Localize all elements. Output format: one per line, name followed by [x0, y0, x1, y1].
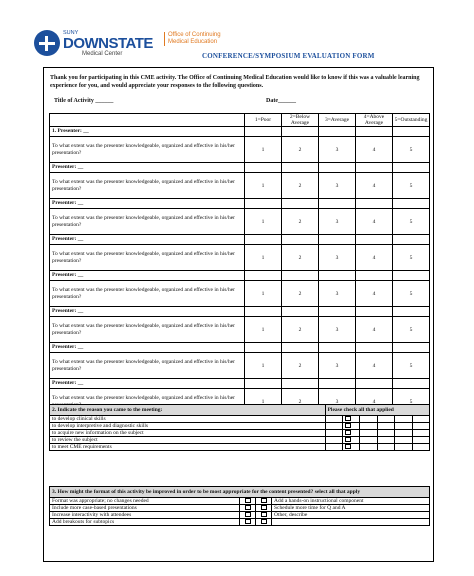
presenter-blank-cell: [282, 235, 319, 245]
checkbox-icon[interactable]: [245, 505, 251, 510]
rating-option-4[interactable]: 4: [356, 245, 393, 271]
format-option-label: Other, describe: [272, 512, 430, 519]
presenter-blank-cell: [356, 127, 393, 137]
presenter-blank-cell: [245, 199, 282, 209]
scale-header-3: 3=Average: [319, 114, 356, 127]
format-row: [50, 512, 430, 519]
reason-item-label: to develop interpretive and diagnostic skills: [50, 423, 326, 430]
rating-option-3[interactable]: 3: [319, 389, 356, 415]
rating-option-4[interactable]: 4: [356, 137, 393, 163]
rating-option-2[interactable]: 2: [282, 209, 319, 235]
reason-blank-cell: [377, 430, 394, 437]
presenter-blank-cell: [356, 271, 393, 281]
rating-option-5[interactable]: 5: [393, 245, 430, 271]
presenter-row: [50, 127, 430, 137]
reason-blank-cell: [377, 437, 394, 444]
form-title: CONFERENCE/SYMPOSIUM EVALUATION FORM: [202, 52, 375, 60]
scale-header-2: 2=Below Average: [282, 114, 319, 127]
reason-blank-cell: [412, 416, 429, 423]
format-checkbox-cell[interactable]: [256, 498, 272, 505]
presenter-row: [50, 235, 430, 245]
reason-checkbox-cell[interactable]: [342, 430, 359, 437]
reason-blank-cell: [412, 423, 429, 430]
reason-blank-cell: [377, 423, 394, 430]
presenter-name-field[interactable]: Presenter: __: [50, 199, 245, 209]
rating-option-2[interactable]: 2: [282, 389, 319, 415]
presenter-rating-table: [49, 113, 430, 415]
reason-table: [49, 404, 430, 451]
format-option-label: Format was appropriate; no changes needed: [50, 498, 240, 505]
question-text: To what extent was the presenter knowledgeable, organized and effective in his/her presentation?: [50, 317, 245, 343]
question-row: [50, 317, 430, 343]
rating-option-4[interactable]: 4: [356, 353, 393, 379]
presenter-blank-cell: [282, 163, 319, 173]
question-text: To what extent was the presenter knowledgeable, organized and effective in his/her presentation?: [50, 353, 245, 379]
scale-header-1: 1=Poor: [245, 114, 282, 127]
header: [34, 30, 454, 64]
rating-option-1[interactable]: 1: [245, 353, 282, 379]
checkbox-icon[interactable]: [261, 505, 267, 510]
reason-row: [50, 423, 430, 430]
reason-blank-cell: [360, 444, 377, 451]
presenter-blank-cell: [245, 379, 282, 389]
presenter-blank-cell: [356, 235, 393, 245]
checkbox-icon[interactable]: [245, 498, 251, 503]
rating-option-1[interactable]: 1: [245, 389, 282, 415]
presenter-blank-cell: [282, 307, 319, 317]
reason-checkbox-cell[interactable]: [342, 416, 359, 423]
logo-suny: SUNY: [63, 30, 79, 36]
checkbox-icon[interactable]: [345, 416, 351, 421]
reason-blank-cell: [325, 444, 342, 451]
reason-blank-cell: [325, 416, 342, 423]
reason-blank-cell: [395, 416, 412, 423]
date-field[interactable]: Date______: [266, 98, 296, 104]
rating-option-1[interactable]: 1: [245, 245, 282, 271]
rating-option-2[interactable]: 2: [282, 317, 319, 343]
reason-blank-cell: [395, 437, 412, 444]
reason-checkbox-cell[interactable]: [342, 437, 359, 444]
presenter-blank-cell: [393, 379, 430, 389]
reason-blank-cell: [360, 437, 377, 444]
rating-option-1[interactable]: 1: [245, 209, 282, 235]
question-text: To what extent was the presenter knowledgeable, organized and effective in his/her presentation?: [50, 137, 245, 163]
question-text: To what extent was the presenter knowledgeable, organized and effective in his/her presentation?: [50, 209, 245, 235]
rating-option-3[interactable]: 3: [319, 173, 356, 199]
checkbox-icon[interactable]: [345, 423, 351, 428]
presenter-blank-cell: [245, 307, 282, 317]
rating-option-1[interactable]: 1: [245, 317, 282, 343]
format-checkbox-cell[interactable]: [240, 498, 256, 505]
format-option-label: Schedule more time for Q and A: [272, 505, 430, 512]
presenter-row: [50, 379, 430, 389]
reason-blank-cell: [377, 444, 394, 451]
reason-row: [50, 430, 430, 437]
reason-blank-cell: [412, 444, 429, 451]
rating-option-4[interactable]: 4: [356, 173, 393, 199]
reason-blank-cell: [395, 444, 412, 451]
format-option-label: [272, 519, 430, 526]
presenter-blank-cell: [245, 163, 282, 173]
question-text: To what extent was the presenter knowledgeable, organized and effective in his/her presentation?: [50, 245, 245, 271]
reason-item-label: to acquire new information on the subject: [50, 430, 326, 437]
reason-item-label: to meet CME requirements: [50, 444, 326, 451]
rating-option-3[interactable]: 3: [319, 353, 356, 379]
presenter-blank-cell: [319, 343, 356, 353]
format-option-label: Include more case-based presentations: [50, 505, 240, 512]
presenter-blank-cell: [245, 127, 282, 137]
rating-option-4[interactable]: 4: [356, 209, 393, 235]
format-checkbox-cell[interactable]: [240, 519, 256, 526]
checkbox-icon[interactable]: [261, 519, 267, 524]
format-checkbox-cell[interactable]: [256, 512, 272, 519]
reason-blank-cell: [395, 423, 412, 430]
reason-blank-cell: [325, 430, 342, 437]
presenter-blank-cell: [319, 163, 356, 173]
downstate-logo-icon: [34, 30, 60, 56]
question-text: To what extent was the presenter knowledgeable, organized and effective in his/her presentation?: [50, 173, 245, 199]
presenter-blank-cell: [245, 271, 282, 281]
section2-label: 2. Indicate the reason you came to the meeting:: [50, 405, 326, 416]
reason-blank-cell: [412, 430, 429, 437]
reason-item-label: to develop clinical skills: [50, 416, 326, 423]
intro-text: Thank you for participating in this CME activity. The Office of Continuing Medical Education would like to know if this was a valuable learning experience for you, and would appreciate your responses to the following questions.: [50, 75, 420, 89]
rating-option-5[interactable]: 5: [393, 137, 430, 163]
presenter-name-field[interactable]: Presenter: __: [50, 235, 245, 245]
rating-scale-header-row: [50, 114, 430, 127]
presenter-blank-cell: [319, 199, 356, 209]
rating-option-4[interactable]: 4: [356, 317, 393, 343]
rating-option-5[interactable]: 5: [393, 173, 430, 199]
rating-option-2[interactable]: 2: [282, 281, 319, 307]
presenter-row: [50, 199, 430, 209]
question-row: [50, 353, 430, 379]
presenter-blank-cell: [356, 199, 393, 209]
reason-blank-cell: [325, 437, 342, 444]
presenter-name-field[interactable]: Presenter: __: [50, 379, 245, 389]
logo-downstate: DOWNSTATE: [63, 35, 153, 52]
reason-checkbox-cell[interactable]: [342, 423, 359, 430]
reason-row: [50, 444, 430, 451]
rating-option-3[interactable]: 3: [319, 209, 356, 235]
rating-option-1[interactable]: 1: [245, 173, 282, 199]
question-row: [50, 137, 430, 163]
rating-option-2[interactable]: 2: [282, 245, 319, 271]
presenter-blank-cell: [356, 307, 393, 317]
presenter-blank-cell: [393, 163, 430, 173]
presenter-blank-cell: [393, 235, 430, 245]
reason-blank-cell: [412, 437, 429, 444]
presenter-blank-cell: [282, 379, 319, 389]
checkbox-icon[interactable]: [345, 430, 351, 435]
checkbox-icon[interactable]: [345, 437, 351, 442]
rating-option-4[interactable]: 4: [356, 281, 393, 307]
rating-option-5[interactable]: 5: [393, 281, 430, 307]
presenter-blank-cell: [319, 307, 356, 317]
format-checkbox-cell[interactable]: [256, 519, 272, 526]
rating-option-1[interactable]: 1: [245, 137, 282, 163]
presenter-row: [50, 343, 430, 353]
presenter-blank-cell: [245, 235, 282, 245]
rating-option-2[interactable]: 2: [282, 353, 319, 379]
presenter-blank-cell: [393, 271, 430, 281]
presenter-blank-cell: [393, 343, 430, 353]
presenter-row: [50, 271, 430, 281]
reason-row: [50, 416, 430, 423]
checkbox-icon[interactable]: [261, 498, 267, 503]
presenter-blank-cell: [393, 127, 430, 137]
reason-blank-cell: [360, 430, 377, 437]
scale-header-4: 4=Above Average: [356, 114, 393, 127]
presenter-blank-cell: [282, 199, 319, 209]
presenter-blank-cell: [282, 343, 319, 353]
rating-option-2[interactable]: 2: [282, 173, 319, 199]
presenter-name-field[interactable]: Presenter: __: [50, 343, 245, 353]
checkbox-icon[interactable]: [345, 444, 351, 449]
rating-option-3[interactable]: 3: [319, 317, 356, 343]
section2-check-note: Please check all that applied: [325, 405, 429, 416]
presenter-blank-cell: [393, 307, 430, 317]
presenter-blank-cell: [393, 199, 430, 209]
presenter-name-field[interactable]: 1. Presenter: __: [50, 127, 245, 137]
question-row: [50, 281, 430, 307]
presenter-name-field[interactable]: Presenter: __: [50, 163, 245, 173]
reason-blank-cell: [325, 423, 342, 430]
reason-blank-cell: [395, 430, 412, 437]
presenter-name-field[interactable]: Presenter: __: [50, 307, 245, 317]
checkbox-icon[interactable]: [245, 519, 251, 524]
presenter-blank-cell: [319, 271, 356, 281]
evaluation-form: [43, 67, 434, 562]
presenter-blank-cell: [319, 235, 356, 245]
question-row: [50, 173, 430, 199]
question-row: [50, 245, 430, 271]
reason-blank-cell: [377, 416, 394, 423]
format-table: [49, 486, 430, 526]
question-text: To what extent was the presenter knowledgeable, organized and effective in his/her presentation?: [50, 281, 245, 307]
presenter-blank-cell: [319, 127, 356, 137]
rating-option-2[interactable]: 2: [282, 137, 319, 163]
rating-option-5[interactable]: 5: [393, 209, 430, 235]
presenter-name-field[interactable]: Presenter: __: [50, 271, 245, 281]
presenter-blank-cell: [282, 127, 319, 137]
presenter-row: [50, 163, 430, 173]
checkbox-icon[interactable]: [245, 512, 251, 517]
title-of-activity-field[interactable]: Title of Activity ______: [54, 98, 114, 104]
logo-office: Office of Continuing Medical Education: [164, 32, 224, 46]
presenter-blank-cell: [356, 343, 393, 353]
checkbox-icon[interactable]: [261, 512, 267, 517]
rating-option-5[interactable]: 5: [393, 353, 430, 379]
rating-option-3[interactable]: 3: [319, 137, 356, 163]
rating-option-3[interactable]: 3: [319, 245, 356, 271]
reason-blank-cell: [360, 416, 377, 423]
rating-option-3[interactable]: 3: [319, 281, 356, 307]
presenter-blank-cell: [356, 163, 393, 173]
format-row: [50, 505, 430, 512]
presenter-blank-cell: [282, 271, 319, 281]
rating-option-5[interactable]: 5: [393, 317, 430, 343]
format-option-label: Add a hands-on instructional component: [272, 498, 430, 505]
section3-label: 3. How might the format of this activity be improved in order to be most appropriate for the content presented? select all that apply: [50, 487, 430, 498]
format-checkbox-cell[interactable]: [240, 505, 256, 512]
format-row: [50, 498, 430, 505]
reason-item-label: to review the subject: [50, 437, 326, 444]
rating-option-4[interactable]: 4: [356, 389, 393, 415]
format-option-label: Increase interactivity with attendees: [50, 512, 240, 519]
format-row: [50, 519, 430, 526]
question-row: [50, 209, 430, 235]
presenter-row: [50, 307, 430, 317]
logo-medical-center: Medical Center: [82, 51, 123, 57]
format-checkbox-cell[interactable]: [240, 512, 256, 519]
format-checkbox-cell[interactable]: [256, 505, 272, 512]
rating-option-5[interactable]: 5: [393, 389, 430, 415]
presenter-blank-cell: [319, 379, 356, 389]
question-text: To what extent was the presenter knowledgeable, organized and effective in his/her: [50, 389, 245, 415]
reason-checkbox-cell[interactable]: [342, 444, 359, 451]
presenter-blank-cell: [245, 343, 282, 353]
reason-row: [50, 437, 430, 444]
presenter-blank-cell: [356, 379, 393, 389]
format-option-label: Add breakouts for subtopics: [50, 519, 240, 526]
scale-header-5: 5=Outstanding: [393, 114, 430, 127]
rating-option-1[interactable]: 1: [245, 281, 282, 307]
reason-blank-cell: [360, 423, 377, 430]
scale-header-blank: [50, 114, 245, 127]
